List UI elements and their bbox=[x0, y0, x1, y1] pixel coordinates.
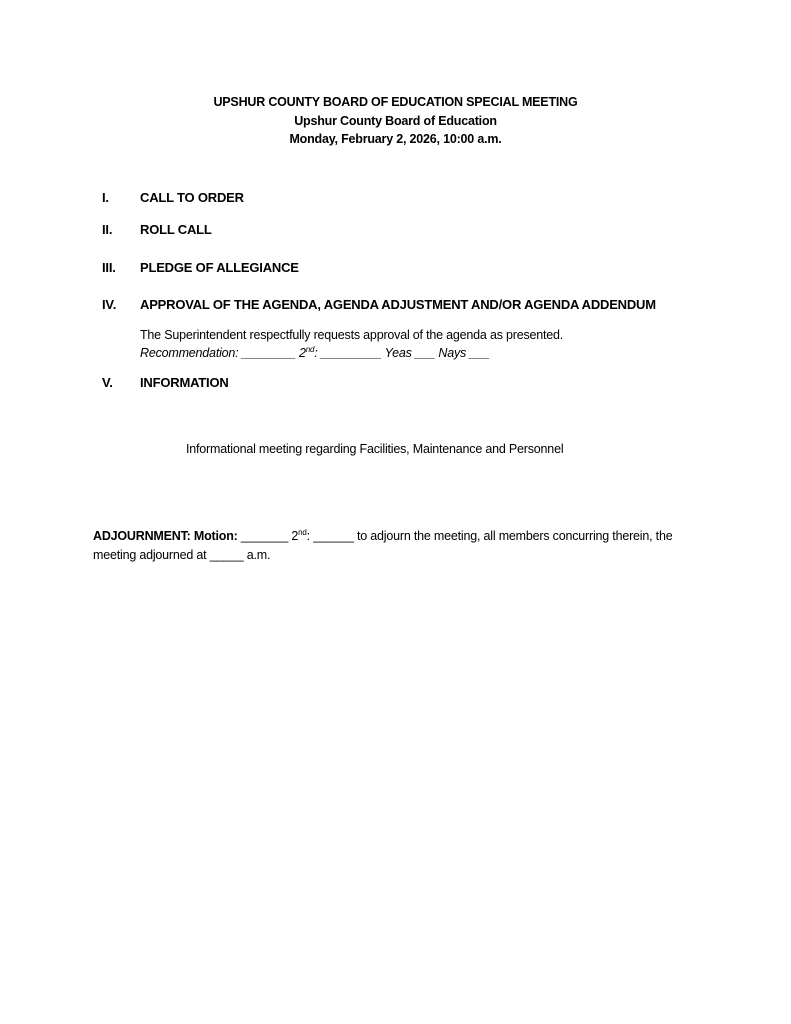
recommendation-vote-fields: : _________ Yeas ___ Nays ___ bbox=[314, 346, 490, 360]
agenda-item-title: CALL TO ORDER bbox=[140, 190, 244, 205]
adjournment-section bbox=[93, 527, 693, 565]
agenda-item-number: IV. bbox=[102, 297, 117, 312]
adjournment-line-2: meeting adjourned at _____ a.m. bbox=[93, 548, 271, 562]
agenda-item-title: ROLL CALL bbox=[140, 222, 212, 237]
adjournment-label: ADJOURNMENT: Motion: bbox=[93, 529, 238, 543]
agenda-item-number: III. bbox=[102, 260, 116, 275]
agenda-item-title: PLEDGE OF ALLEGIANCE bbox=[140, 260, 299, 275]
header-meeting-title: UPSHUR COUNTY BOARD OF EDUCATION SPECIAL MEETING bbox=[213, 95, 578, 109]
information-note: Informational meeting regarding Facilities, Maintenance and Personnel bbox=[186, 442, 564, 456]
approval-details bbox=[140, 326, 563, 362]
approval-request-text: The Superintendent respectfully requests approval of the agenda as presented. bbox=[140, 328, 564, 342]
agenda-item-title: APPROVAL OF THE AGENDA, AGENDA ADJUSTMENT AND/OR AGENDA ADDENDUM bbox=[140, 297, 656, 312]
agenda-item-number: II. bbox=[102, 222, 113, 237]
header-organization: Upshur County Board of Education bbox=[294, 113, 497, 128]
header-date-time: Monday, February 2, 2026, 10:00 a.m. bbox=[289, 132, 502, 146]
recommendation-label: Recommendation: ________ 2 bbox=[140, 346, 306, 360]
adjournment-motion-blank: _______ 2 bbox=[237, 529, 299, 543]
recommendation-superscript: nd bbox=[305, 345, 315, 354]
agenda-item-title: INFORMATION bbox=[140, 375, 229, 390]
recommendation-line bbox=[140, 344, 563, 362]
agenda-item-number: I. bbox=[102, 190, 109, 205]
agenda-item-number: V. bbox=[102, 375, 113, 390]
adjournment-text: : ______ to adjourn the meeting, all members concurring therein, the bbox=[306, 529, 673, 543]
adjournment-superscript: nd bbox=[298, 528, 307, 537]
document-header bbox=[0, 93, 791, 149]
adjournment-line-1 bbox=[93, 527, 693, 546]
